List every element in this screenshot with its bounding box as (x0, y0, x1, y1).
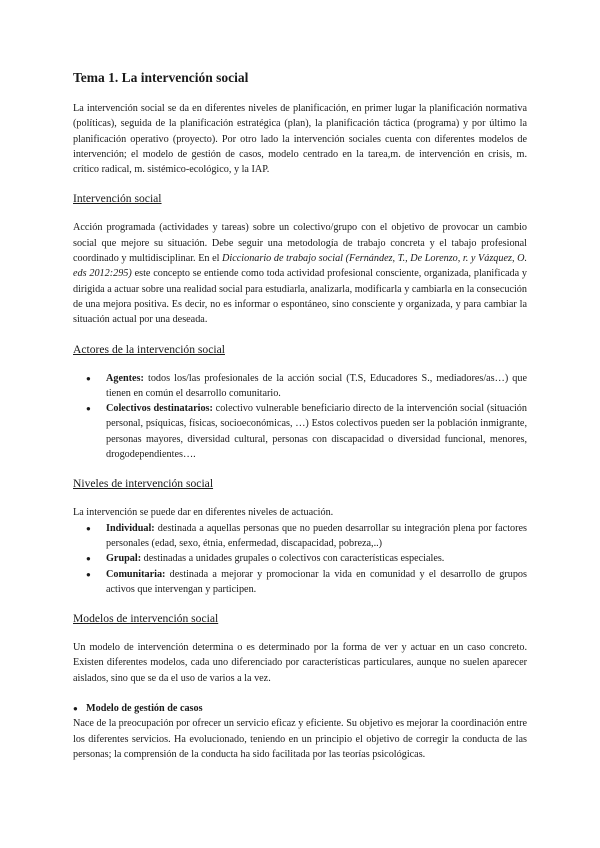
list-item-term: Colectivos destinatarios: (106, 403, 213, 415)
bullet-icon: ● (86, 373, 91, 383)
section-heading-niveles: Niveles de intervención social (73, 477, 214, 491)
section-heading-modelos: Modelos de intervención social (73, 612, 219, 626)
sub-heading (73, 701, 527, 716)
sub-heading-row (73, 701, 527, 716)
dictionary-citation: Diccionario de trabajo social (Fernández, T., De Lorenzo, r. y Vázquez, O. eds 2012:295) (73, 253, 527, 280)
bullet-icon: ● (86, 569, 91, 579)
bullet-icon: ● (73, 704, 78, 714)
sub-heading-text: Modelo de gestión de casos (86, 703, 203, 715)
intervencion-paragraph (73, 220, 527, 327)
list-item (86, 521, 527, 552)
list-item-text: colectivo vulnerable beneficiario directo de la intervención social (situación personal, psíquicas, físicas, socioeconómicas, …) Estos colectivos pueden ser la población inmigrante, personas mayores, diversidad cultural, personas con discapacidad o diversidad funcional, menores, drogodependientes…. (106, 403, 527, 461)
list-item-term: Individual: (106, 522, 155, 534)
gestion-casos-paragraph: Nace de la preocupación por ofrecer un servicio eficaz y eficiente. Su objetivo es mejorar la coordinación entre los diferentes servicios. Ha evolucionado, teniendo en un principio el objetivo de corregir la conducta de las personas; la comprensión de la conducta ha sido facilitada por las teorías psicológicas. (73, 718, 527, 760)
intro-paragraph: La intervención social se da en diferentes niveles de planificación, en primer lugar la planificación normativa (políticas), seguida de la planificación estratégica (plan), la planificación táctica (programa) y por último la planificación operativo (proyecto). Por otro lado la intervención sociales cuenta con diferentes modelos de intervención; el modelo de gestión de casos, modelo centrado en la tarea,m. de intervención en crisis, m. crítico radical, m. sistémico-ecológico, y la IAP. (73, 103, 527, 176)
page-title: Tema 1. La intervención social (73, 70, 249, 85)
list-item-term: Agentes: (106, 372, 144, 384)
actores-list (73, 371, 527, 463)
list-item-text: todos los/las profesionales de la acción social (T.S, Educadores S., mediadores/as…) que tienen en común el desarrollo comunitario. (106, 372, 527, 399)
list-item (86, 551, 527, 566)
niveles-lead: La intervención se puede dar en diferentes niveles de actuación. (73, 507, 334, 519)
bullet-icon: ● (86, 554, 91, 564)
list-item-term: Comunitaria: (106, 568, 166, 580)
list-item-text: destinada a aquellas personas que no pueden desarrollar su integración plena por factores personales (edad, sexo, étnia, enfermedad, discapacidad, pobreza,..) (106, 522, 527, 549)
list-item-text: destinadas a unidades grupales o colectivos con características especiales. (141, 553, 445, 565)
list-item (86, 371, 527, 402)
intervencion-text-a: Acción programada (actividades y tareas) sobre un colectivo/grupo con el objetivo de provocar un cambio social que mejore su situación. Debe seguir una metodología de trabajo concreta y el tabajo profesional coordinado y multidisciplinar. En el (73, 222, 527, 265)
bullet-icon: ● (86, 523, 91, 533)
modelos-paragraph: Un modelo de intervención determina o es determinado por la forma de ver y actuar en un caso concreto. Existen diferentes modelos, cada uno diferenciado por características particulares, aunque no suelen aparecer aislados, sino que se da el uso de varios a la vez. (73, 642, 527, 684)
list-item-term: Grupal: (106, 553, 142, 565)
document-body (73, 70, 527, 762)
section-heading-intervencion: Intervención social (73, 192, 162, 206)
intervencion-text-b: este concepto se entiende como toda actividad profesional consciente, organizada, planificada y dirigida a actuar sobre una realidad social para estudiarla, analizarla, modificarla y cambiarla en la consecución de una mejora positiva. Es decir, no es informar o espontáneo, sino consciente y organizada, y para cambiar la situación actual por una deseada. (73, 268, 528, 326)
list-item (86, 567, 527, 598)
bullet-icon: ● (86, 404, 91, 414)
list-item (86, 401, 527, 462)
section-heading-actores: Actores de la intervención social (73, 342, 225, 356)
niveles-list (73, 521, 527, 597)
list-item-text: destinada a mejorar y promocionar la vida en comunidad y el desarrollo de grupos activos que intervengan y participen. (106, 568, 527, 595)
